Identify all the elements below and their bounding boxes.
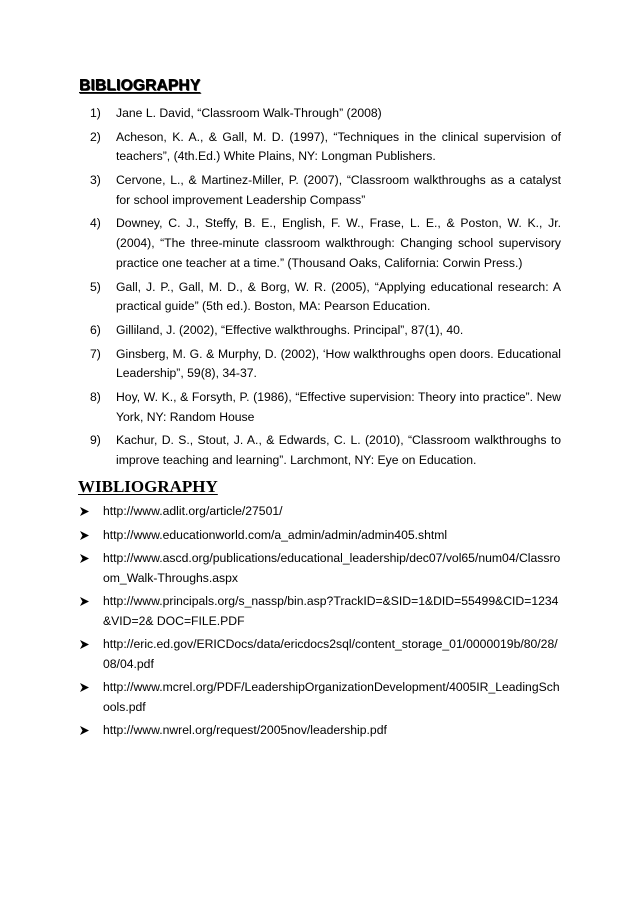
item-number: 2) (90, 129, 101, 144)
reference-text: Kachur, D. S., Stout, J. A., & Edwards, C. L. (2010), “Classroom walkthroughs to improve teaching and learning”. Larchmont, NY: Eye on Education. (116, 433, 561, 468)
reference-text: Downey, C. J., Steffy, B. E., English, F. W., Frase, L. E., & Poston, W. K., Jr. (2004), “The three-minute classroom walkthrough: Changing school supervisory practice one teacher at a time.” (Thousand Oaks, California: Corwin Press.) (116, 216, 561, 270)
reference-text: Cervone, L., & Martinez-Miller, P. (2007), “Classroom walkthroughs as a catalyst for school improvement Leadership Compass” (116, 172, 561, 207)
arrow-bullet-icon (79, 506, 90, 517)
url-text[interactable]: http://www.ascd.org/publications/educational_leadership/dec07/vol65/num04/Classroom_Walk-Throughs.aspx (103, 551, 561, 585)
url-text[interactable]: http://www.adlit.org/article/27501/ (103, 504, 283, 518)
item-number: 9) (90, 433, 101, 448)
bibliography-item (90, 214, 561, 273)
url-text[interactable]: http://eric.ed.gov/ERICDocs/data/ericdocs2sql/content_storage_01/0000019b/80/28/08/04.pdf (103, 637, 558, 671)
item-number: 4) (90, 216, 101, 231)
item-number: 3) (90, 172, 101, 187)
arrow-bullet-icon (79, 725, 90, 736)
reference-text: Acheson, K. A., & Gall, M. D. (1997), “Techniques in the clinical supervision of teachers”, (4th.Ed.) White Plains, NY: Longman Publishers. (116, 129, 561, 164)
item-number: 6) (90, 322, 101, 337)
item-number: 8) (90, 389, 101, 404)
bibliography-item (90, 345, 561, 385)
item-number: 1) (90, 106, 101, 120)
arrow-bullet-icon (79, 553, 90, 564)
webliography-item (79, 526, 563, 546)
bibliography-item (90, 171, 561, 211)
arrow-bullet-icon (79, 596, 90, 607)
item-number: 7) (90, 346, 101, 361)
webliography-item (79, 549, 563, 588)
webliography-heading: WIBLIOGRAPHY (78, 477, 218, 496)
url-text[interactable]: http://www.educationworld.com/a_admin/admin/admin405.shtml (103, 527, 448, 542)
bibliography-item (90, 278, 561, 318)
url-text[interactable]: http://www.nwrel.org/request/2005nov/leadership.pdf (103, 723, 387, 737)
bibliography-item (90, 128, 561, 168)
arrow-bullet-icon (79, 639, 90, 650)
bibliography-list (90, 104, 561, 475)
reference-text: Gall, J. P., Gall, M. D., & Borg, W. R. (2005), “Applying educational research: A practical guide” (5th ed.). Boston, MA: Pearson Education. (116, 279, 561, 314)
webliography-item (79, 678, 563, 717)
reference-text: Jane L. David, “Classroom Walk-Through” (2008) (116, 106, 382, 120)
webliography-item (79, 592, 563, 631)
url-text[interactable]: http://www.principals.org/s_nassp/bin.asp?TrackID=&SID=1&DID=55499&CID=1234&VID=2& DOC=FILE.PDF (103, 594, 559, 628)
bibliography-item (90, 321, 561, 341)
reference-text: Gilliland, J. (2002), “Effective walkthroughs. Principal”, 87(1), 40. (116, 322, 464, 337)
bibliography-heading: BIBLIOGRAPHY (79, 77, 201, 94)
item-number: 5) (90, 279, 101, 294)
webliography-item (79, 502, 563, 522)
arrow-bullet-icon (79, 682, 90, 693)
bibliography-item (90, 431, 561, 471)
url-text[interactable]: http://www.mcrel.org/PDF/LeadershipOrganizationDevelopment/4005IR_LeadingSchools.pdf (103, 680, 560, 714)
bibliography-item (90, 388, 561, 428)
webliography-item (79, 721, 563, 741)
webliography-item (79, 635, 563, 674)
reference-text: Ginsberg, M. G. & Murphy, D. (2002), ‘How walkthroughs open doors. Educational Leadership”, 59(8), 34-37. (116, 346, 561, 381)
webliography-list (79, 502, 563, 745)
arrow-bullet-icon (79, 530, 90, 541)
reference-text: Hoy, W. K., & Forsyth, P. (1986), “Effective supervision: Theory into practice”. New York, NY: Random House (116, 389, 561, 424)
bibliography-item (90, 104, 561, 124)
